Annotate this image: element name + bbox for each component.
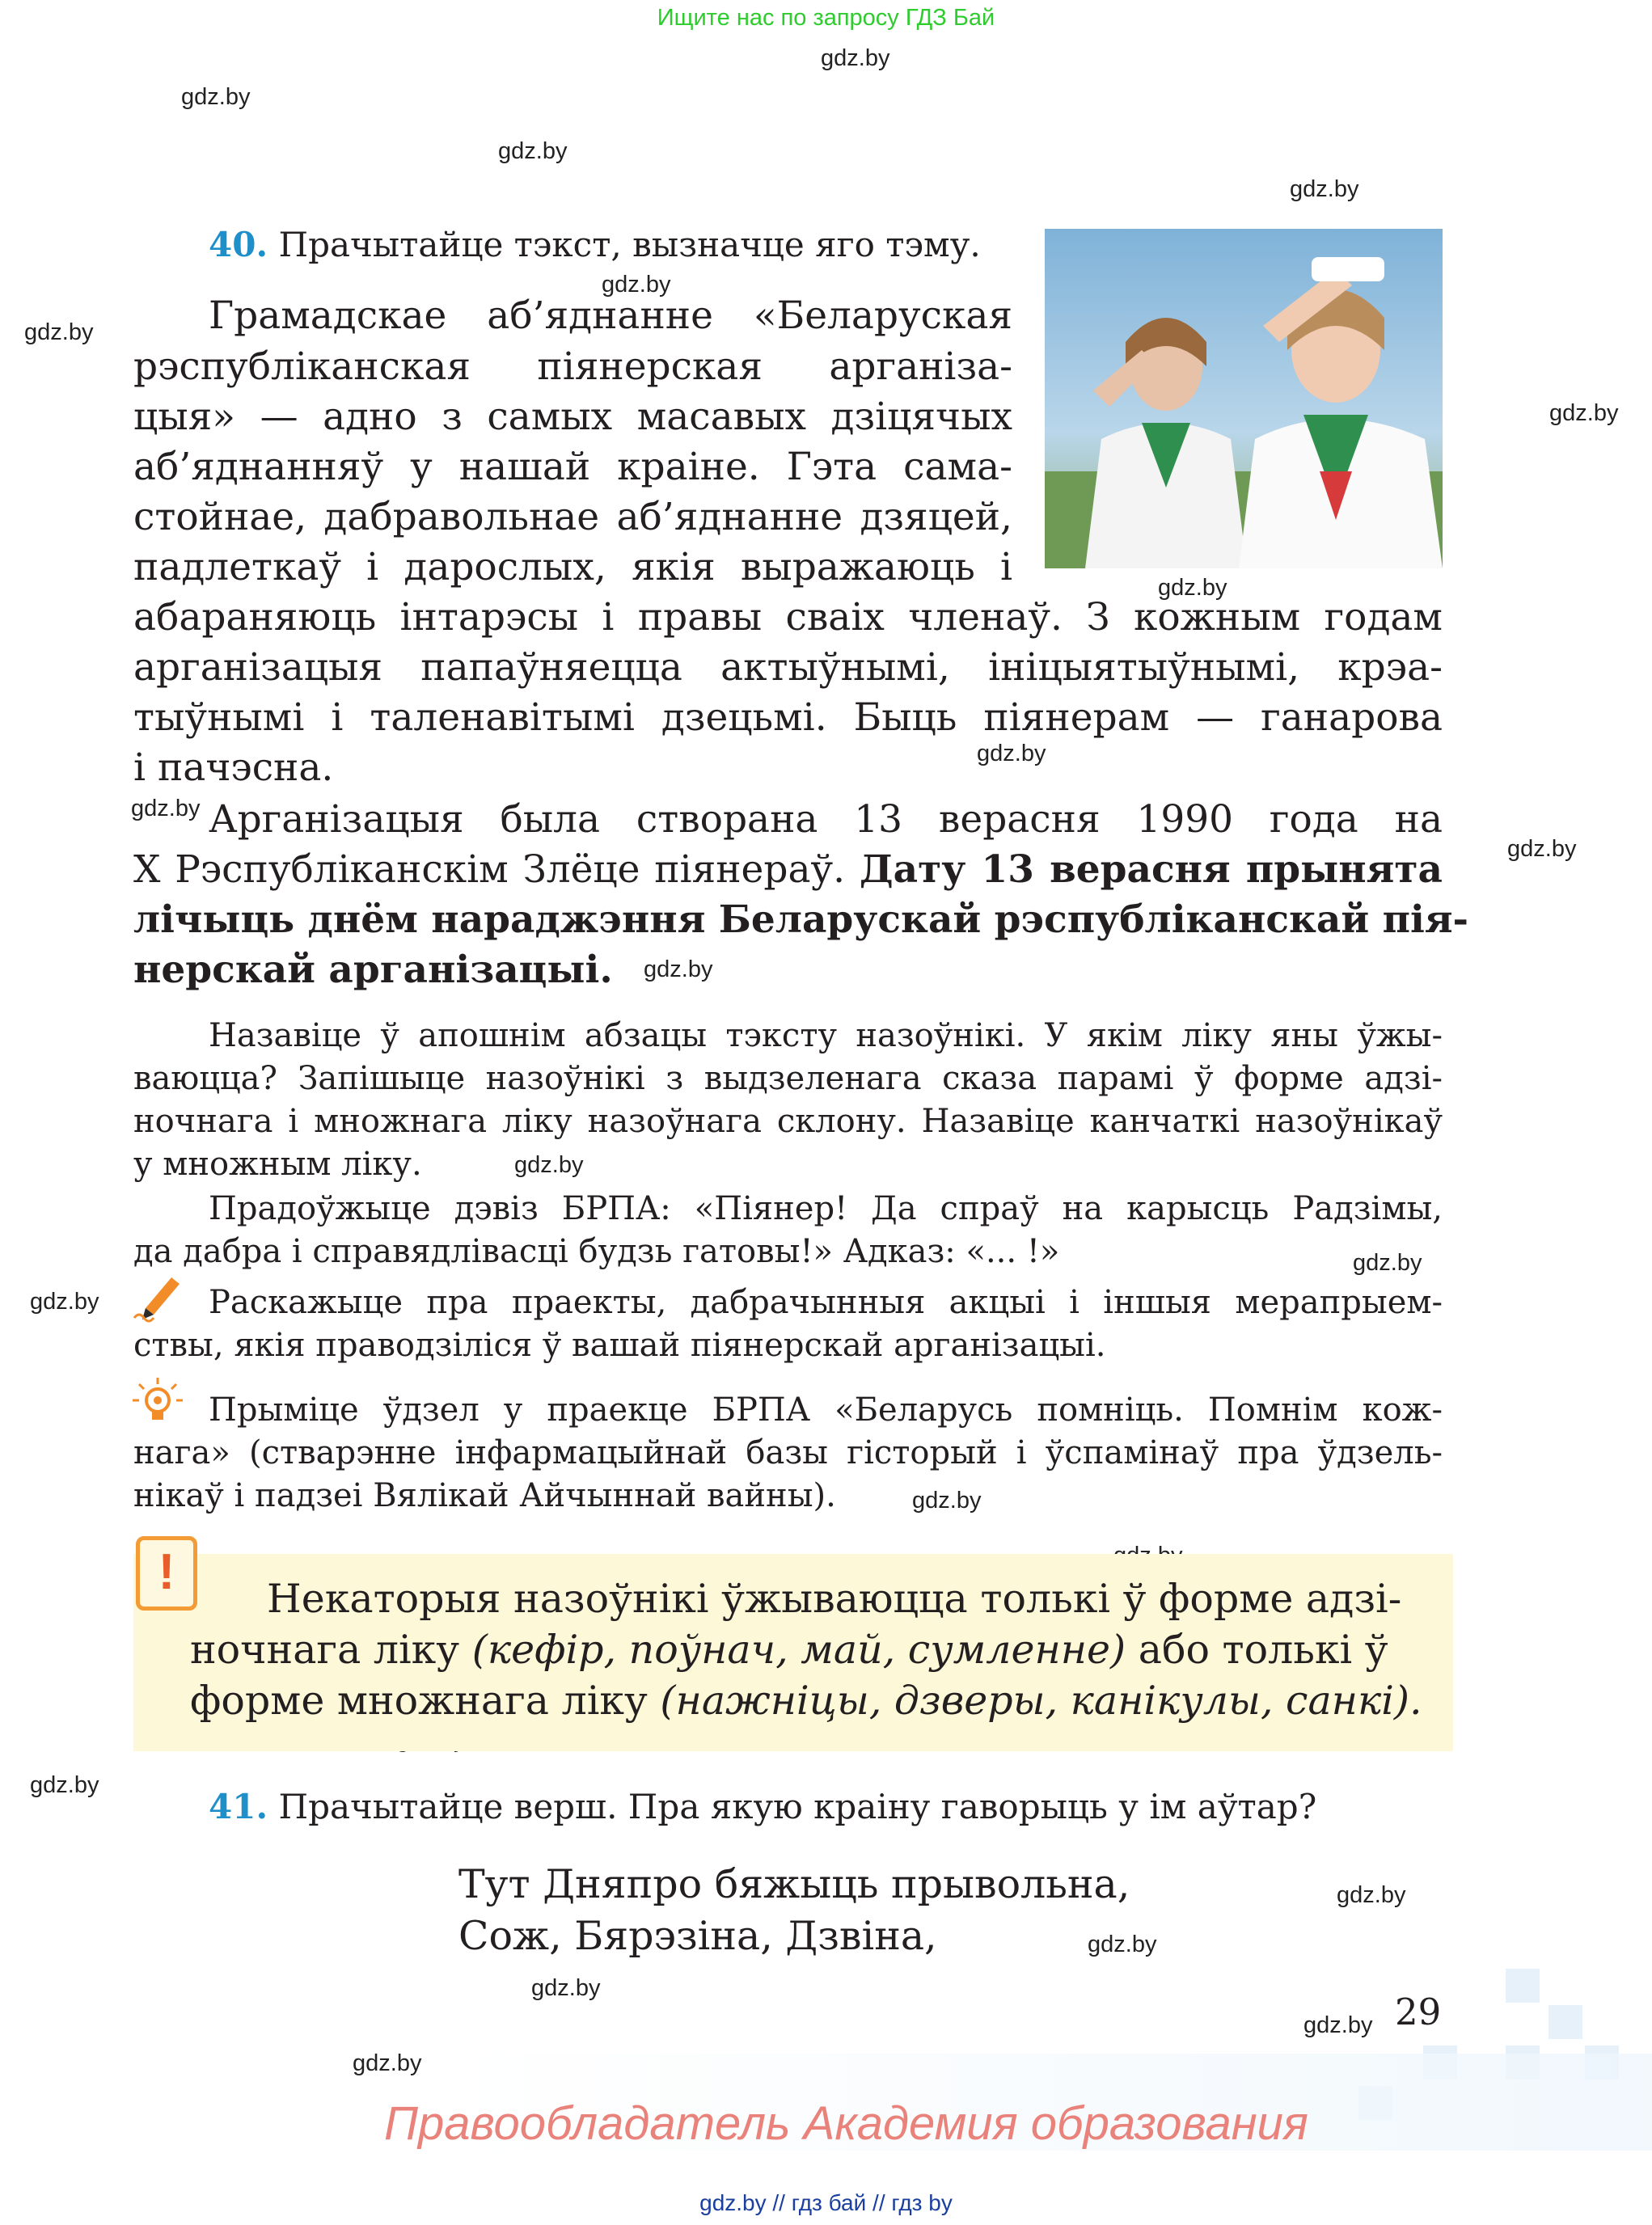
lightbulb-icon bbox=[129, 1374, 186, 1431]
text-line: Арганізацыя была створана 13 верасня 1990 года на bbox=[209, 797, 1443, 842]
watermark[interactable]: gdz.by bbox=[1303, 2012, 1373, 2038]
watermark[interactable]: gdz.by bbox=[498, 138, 568, 164]
exclamation-icon bbox=[136, 1536, 197, 1611]
bold-text: Дату 13 верасня прынята bbox=[859, 847, 1443, 892]
pen-icon-svg bbox=[129, 1268, 186, 1324]
watermark[interactable]: gdz.by bbox=[1337, 1882, 1406, 1908]
question-line: нага» (стварэнне інфармацыйнай базы гісторый і ўспамінаў пра ўдзель- bbox=[133, 1434, 1443, 1471]
pioneers-illustration bbox=[1045, 229, 1443, 568]
text-line: тыўнымі і таленавітымі дзецьмі. Быць піянерам — ганарова bbox=[133, 695, 1443, 740]
watermark[interactable]: gdz.by bbox=[644, 956, 713, 982]
watermark[interactable]: gdz.by bbox=[1549, 400, 1619, 426]
watermark[interactable]: gdz.by bbox=[821, 45, 890, 71]
pioneers-photo bbox=[1045, 229, 1443, 568]
top-banner[interactable]: Ищите нас по запросу ГДЗ Бай bbox=[657, 5, 995, 31]
task-prompt: Прачытайце верш. Пра якую краіну гаворыць у ім аўтар? bbox=[278, 1787, 1317, 1826]
bold-text-line: нерскай арганізацыі. bbox=[133, 948, 613, 992]
watermark[interactable]: gdz.by bbox=[1290, 176, 1359, 202]
question-line: ночнага і множнага ліку назоўнага склону. Назавіце канчаткі назоўнікаў bbox=[133, 1103, 1443, 1140]
text-line: і пачэсна. bbox=[133, 745, 334, 790]
decor-square bbox=[1506, 1969, 1540, 2003]
watermark[interactable]: gdz.by bbox=[1158, 575, 1227, 601]
rule-line bbox=[190, 1676, 1422, 1726]
task-40-heading bbox=[209, 225, 981, 264]
watermark[interactable]: gdz.by bbox=[353, 2050, 422, 2076]
task-41-heading bbox=[209, 1787, 1316, 1826]
task-number: 40. bbox=[209, 225, 268, 264]
question-line: Назавіце ў апошнім абзацы тэксту назоўнікі. У якім ліку яны ўжы- bbox=[209, 1017, 1443, 1054]
task-number: 41. bbox=[209, 1787, 268, 1826]
text-line: рэспубліканская піянерская арганіза- bbox=[133, 344, 1012, 389]
task-prompt: Прачытайце тэкст, вызначце яго тэму. bbox=[278, 225, 981, 264]
rule-text: форме множнага ліку bbox=[190, 1678, 661, 1724]
question-line: ваюцца? Запішыце назоўнікі з выдзеленага сказа парамі ў форме адзі- bbox=[133, 1060, 1443, 1097]
question-line: Прыміце ўдзел у праекце БРПА «Беларусь помніць. Помнім кож- bbox=[209, 1391, 1443, 1429]
bold-text-line: лічыць днём нараджэння Беларускай рэспубліканскай пія- bbox=[133, 897, 1469, 942]
pen-icon bbox=[129, 1268, 186, 1324]
text-line: абараняюць інтарэсы і правы сваіх членаў. З кожным годам bbox=[133, 595, 1443, 640]
poem-line: Сож, Бярэзіна, Дзвіна, bbox=[458, 1913, 937, 1959]
rule-examples: (нажніцы, дзверы, канікулы, санкі). bbox=[660, 1678, 1422, 1724]
exclamation-mark: ! bbox=[158, 1544, 175, 1600]
rule-line bbox=[190, 1625, 1388, 1675]
rule-text: ночнага ліку bbox=[190, 1627, 472, 1673]
watermark[interactable]: gdz.by bbox=[531, 1975, 601, 2001]
lightbulb-icon-svg bbox=[129, 1374, 186, 1431]
watermark[interactable]: gdz.by bbox=[514, 1152, 584, 1178]
watermark[interactable]: gdz.by bbox=[1353, 1250, 1422, 1276]
question-line: ствы, якія праводзіліся ў вашай піянерскай арганізацыі. bbox=[133, 1327, 1106, 1364]
plain-text: X Рэспубліканскім Злёце піянераў. bbox=[133, 847, 860, 892]
page-number: 29 bbox=[1395, 1991, 1442, 2033]
bottom-links[interactable]: gdz.by // гдз бай // гдз by bbox=[699, 2190, 953, 2215]
text-line: падлеткаў і дарослых, якія выражаюць і bbox=[133, 545, 1012, 589]
watermark[interactable]: gdz.by bbox=[602, 272, 671, 298]
text-line: Грамадскае аб’яднанне «Беларуская bbox=[209, 293, 1012, 338]
text-line: стойнае, дабравольнае аб’яднанне дзяцей, bbox=[133, 495, 1012, 539]
watermark[interactable]: gdz.by bbox=[1088, 1932, 1157, 1957]
watermark[interactable]: gdz.by bbox=[30, 1289, 99, 1315]
text-line: аб’яднанняў у нашай краіне. Гэта сама- bbox=[133, 445, 1012, 489]
rule-line: Некаторыя назоўнікі ўжываюцца толькі ў форме адзі- bbox=[267, 1576, 1402, 1622]
text-line: арганізацыя папаўняецца актыўнымі, ініцыятыўнымі, крэа- bbox=[133, 645, 1443, 690]
question-line: Прадоўжыце дэвіз БРПА: «Піянер! Да спраў на карысць Радзімы, bbox=[209, 1190, 1443, 1227]
rule-examples: (кефір, поўнач, май, сумленне) bbox=[471, 1627, 1126, 1673]
watermark[interactable]: gdz.by bbox=[977, 741, 1046, 766]
watermark[interactable]: gdz.by bbox=[30, 1772, 99, 1798]
watermark[interactable]: gdz.by bbox=[131, 796, 201, 821]
decor-square bbox=[1548, 2005, 1582, 2039]
watermark[interactable]: gdz.by bbox=[912, 1488, 982, 1514]
question-line: нікаў і падзеі Вялікай Айчыннай вайны). bbox=[133, 1477, 836, 1514]
question-line: у множным ліку. bbox=[133, 1146, 422, 1183]
text-line: цыя» — адно з самых масавых дзіцячых bbox=[133, 395, 1012, 439]
watermark[interactable]: gdz.by bbox=[24, 319, 94, 345]
copyright-footer: Правообладатель Академия образования bbox=[384, 2097, 1308, 2150]
text-line-mixed bbox=[133, 845, 1443, 895]
watermark[interactable]: gdz.by bbox=[181, 84, 251, 110]
rule-text: або толькі ў bbox=[1126, 1627, 1388, 1673]
question-line: Раскажыце пра праекты, дабрачынныя акцыі і іншыя мерапрыем- bbox=[209, 1284, 1443, 1321]
question-line: да дабра і справядлівасці будзь гатовы!» Адказ: «... !» bbox=[133, 1233, 1060, 1270]
watermark[interactable]: gdz.by bbox=[1507, 836, 1577, 862]
poem-line: Тут Дняпро бяжыць прывольна, bbox=[458, 1861, 1130, 1907]
